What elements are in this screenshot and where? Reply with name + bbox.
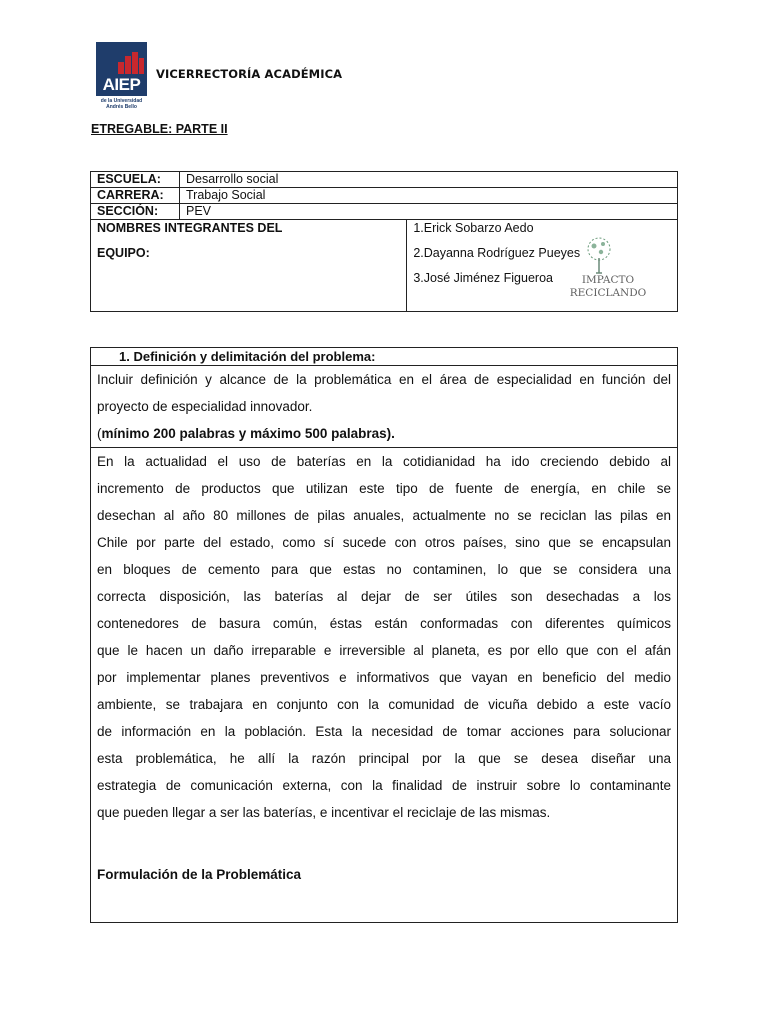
- word-limit: [97, 420, 671, 447]
- table-row: [91, 348, 678, 366]
- impacto-logo-text: [563, 274, 653, 300]
- logo-bars-graphic: [118, 52, 144, 74]
- globe-tree-icon: [563, 236, 653, 276]
- body-paragraph: [97, 448, 671, 826]
- body-line: esta problemática, he allí la razón principal por la que se desea diseñar una: [97, 751, 671, 766]
- nombres-label: EQUIPO:: [97, 246, 150, 260]
- nombres-label-cell: [91, 220, 407, 312]
- seccion-label: SECCIÓN:: [91, 204, 180, 220]
- body-line: de información en la población. Esta la necesidad de tomar acciones para solucionar: [97, 724, 671, 739]
- body-line: incremento de productos que utilizan este tipo de fuente de energía, en chile se: [97, 481, 671, 496]
- body-line: por implementar planes preventivos e informativos que vayan en beneficio del medio: [97, 670, 671, 685]
- impacto-logo-line: RECICLANDO: [569, 287, 647, 299]
- logo-block: [96, 42, 147, 96]
- word-limit-paren: (: [97, 426, 102, 441]
- problem-definition-table: [90, 347, 678, 923]
- carrera-value: Trabajo Social: [180, 188, 678, 204]
- problem-body: [91, 448, 678, 923]
- carrera-label: CARRERA:: [91, 188, 180, 204]
- logo-word: AIEP: [102, 75, 141, 94]
- instruction-text: Incluir definición y alcance de la problemática en el área de especialidad en función del proyecto de especialidad innovador.: [97, 372, 671, 414]
- word-limit-text: mínimo 200 palabras y máximo 500 palabras).: [101, 426, 395, 441]
- member-name: 3.José Jiménez Figueroa: [413, 271, 553, 285]
- member-name: 1.Erick Sobarzo Aedo: [413, 221, 534, 235]
- table-row: [91, 204, 678, 220]
- seccion-value: PEV: [180, 204, 678, 220]
- body-line: en bloques de cemento para que estas no contaminen, lo que se considera una: [97, 562, 671, 577]
- nombres-label: NOMBRES INTEGRANTES DEL: [97, 221, 283, 235]
- deliverable-title: ETREGABLE: PARTE II: [91, 122, 228, 136]
- body-line: que pueden llegar a ser las baterías, e incentivar el reciclaje de las mismas.: [97, 805, 551, 820]
- formulation-heading: Formulación de la Problemática: [97, 867, 302, 882]
- body-line: En la actualidad el uso de baterías en la cotidianidad ha ido creciendo debido al: [97, 454, 671, 469]
- table-row: [91, 366, 678, 448]
- body-line: Chile por parte del estado, como sí sucede con otros países, sino que se encapsulan: [97, 535, 671, 550]
- table-row: [91, 448, 678, 923]
- section-heading: 1. Definición y delimitación del problema:: [91, 348, 678, 366]
- member-name: 2.Dayanna Rodríguez Pueyes: [413, 246, 581, 260]
- instruction-cell: [91, 366, 678, 448]
- body-line: ambiente, se trabajara en conjunto con la comunidad de vicuña debido a este vacío: [97, 697, 671, 712]
- body-line: desechan al año 80 millones de pilas anuales, actualmente no se reciclan las pilas en: [97, 508, 671, 523]
- logo-subtext: [96, 98, 147, 110]
- impacto-logo-line: IMPACTO: [581, 274, 635, 286]
- aiep-logo: [96, 42, 147, 112]
- impacto-reciclando-logo: [563, 236, 653, 306]
- body-line: correcta disposición, las baterías al dejar de ser útiles son desechadas a los: [97, 589, 671, 604]
- logo-subtext-line: de la Universidad: [100, 98, 143, 104]
- logo-subtext-line: Andrés Bello: [106, 104, 137, 110]
- body-line: que le hacen un daño irreparable e irreversible al planeta, es por ello que con el afán: [97, 643, 671, 658]
- escuela-label: ESCUELA:: [91, 172, 180, 188]
- escuela-value: Desarrollo social: [180, 172, 678, 188]
- body-line: estrategia de comunicación externa, con la finalidad de instruir sobre lo contaminante: [97, 778, 671, 793]
- table-row: [91, 172, 678, 188]
- body-line: contenedores de basura común, éstas están conformadas con diferentes químicos: [97, 616, 671, 631]
- institution-title: VICERRECTORÍA ACADÉMICA: [156, 67, 343, 81]
- table-row: [91, 188, 678, 204]
